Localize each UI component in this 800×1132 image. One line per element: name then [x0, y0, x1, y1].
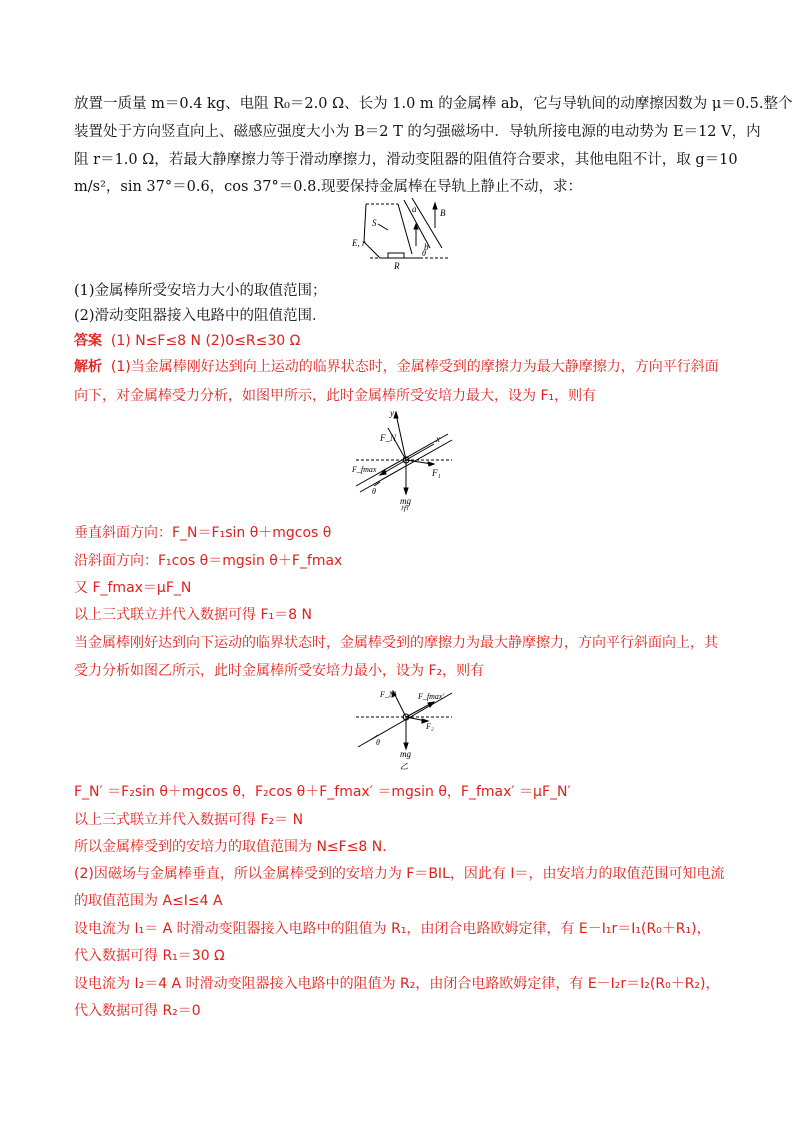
- answer-text: (1) N≤F≤8 N (2)0≤R≤30 Ω: [110, 333, 301, 349]
- question-2: (2)滑动变阻器接入电路中的阻值范围．: [74, 308, 327, 324]
- label-x: x: [436, 434, 440, 444]
- label-theta: θ: [422, 249, 426, 258]
- analysis-line-14: 设电流为 I₁＝ A 时滑动变阻器接入电路中的阻值为 R₁，由闭合电路欧姆定律，有 E－I₁r＝I₁(R₀＋R₁)，: [74, 921, 711, 937]
- analysis-line-4: 沿斜面方向：F₁cos θ＝mgsin θ＋F_fmax: [74, 553, 343, 569]
- label-S: S: [372, 218, 377, 228]
- label-Ffmax: F_fmax: [352, 465, 377, 474]
- label-FN: F_N′: [380, 690, 396, 699]
- figure-caption-yi: 乙: [400, 762, 408, 771]
- label-mg: mg: [400, 496, 411, 506]
- analysis-line-6: 以上三式联立并代入数据可得 F₁＝8 N: [74, 607, 312, 623]
- analysis-line-17: 代入数据可得 R₂＝0: [74, 1003, 201, 1019]
- analysis-line-10: 以上三式联立并代入数据可得 F₂＝ N: [74, 812, 304, 828]
- label-R: R: [394, 261, 400, 271]
- analysis-line-1: [74, 357, 734, 377]
- analysis-line-7: 当金属棒刚好达到向下运动的临界状态时，金属棒受到的摩擦力为最大静摩擦力，方向平行斜面向上，其: [74, 635, 718, 651]
- label-F2: F₂: [426, 722, 434, 731]
- question-1: (1)金属棒所受安培力大小的取值范围；: [74, 283, 327, 299]
- label-a: a: [412, 204, 417, 214]
- label-Ffmax: F_fmax′: [418, 692, 445, 701]
- circuit-incline-figure: [350, 198, 460, 272]
- problem-line-3: 阻 r＝1.0 Ω，若最大静摩擦力等于滑动摩擦力，滑动变阻器的阻值符合要求，其他电阻不计，取 g＝10: [74, 152, 738, 168]
- label-y: y: [390, 408, 394, 418]
- analysis-line-9: F_N′ ＝F₂sin θ＋mgcos θ，F₂cos θ＋F_fmax′ ＝mgsin θ，F_fmax′ ＝μF_N′: [74, 784, 571, 800]
- answer-line: [74, 331, 734, 351]
- analysis-line-11: 所以金属棒受到的安培力的取值范围为 N≤F≤8 N.: [74, 839, 387, 855]
- analysis-line-12: (2)因磁场与金属棒垂直，所以金属棒受到的安培力为 F＝BIL，因此有 I＝，由安培力的取值范围可知电流: [74, 866, 725, 882]
- analysis-line-5: 又 F_fmax＝μF_N: [74, 580, 192, 596]
- problem-line-2: 装置处于方向竖直向上、磁感应强度大小为 B＝2 T 的匀强磁场中．导轨所接电源的电动势为 E＝12 V，内: [74, 124, 761, 140]
- analysis-line-8: 受力分析如图乙所示，此时金属棒所受安培力最小，设为 F₂，则有: [74, 663, 485, 679]
- label-FN: F_N: [380, 433, 397, 443]
- analysis-text-1: (1)当金属棒刚好达到向上运动的临界状态时，金属棒受到的摩擦力为最大静摩擦力，方向平行斜面: [110, 359, 719, 375]
- answer-label: 答案: [74, 333, 102, 349]
- figure-caption-jia: 甲: [400, 505, 408, 512]
- label-theta: θ: [376, 738, 380, 747]
- label-Er: E, r: [352, 238, 366, 248]
- problem-line-1: 放置一质量 m＝0.4 kg、电阻 R₀＝2.0 Ω、长为 1.0 m 的金属棒 ab，它与导轨间的动摩擦因数为 μ＝0.5.整个: [74, 96, 793, 112]
- analysis-line-13: 的取值范围为 A≤I≤4 A: [74, 893, 223, 909]
- label-F1: F₁: [432, 468, 441, 478]
- analysis-line-3: 垂直斜面方向：F_N＝F₁sin θ＋mgcos θ: [74, 525, 332, 541]
- label-theta: θ: [372, 487, 376, 496]
- analysis-line-16: 设电流为 I₂＝4 A 时滑动变阻器接入电路中的阻值为 R₂，由闭合电路欧姆定律，有 E－I₂r＝I₂(R₀＋R₂)，: [74, 976, 720, 992]
- problem-line-4: m/s²，sin 37°＝0.6，cos 37°＝0.8.现要保持金属棒在导轨上静止不动，求：: [74, 179, 582, 195]
- force-diagram-yi: [352, 683, 462, 771]
- label-B: B: [440, 208, 446, 218]
- label-mg: mg: [400, 749, 411, 759]
- label-b: b: [424, 242, 429, 252]
- force-diagram-jia: [352, 408, 462, 512]
- analysis-line-15: 代入数据可得 R₁＝30 Ω: [74, 948, 225, 964]
- analysis-label: 解析: [74, 359, 102, 375]
- analysis-line-2: 向下，对金属棒受力分析，如图甲所示，此时金属棒所受安培力最大，设为 F₁，则有: [74, 388, 597, 404]
